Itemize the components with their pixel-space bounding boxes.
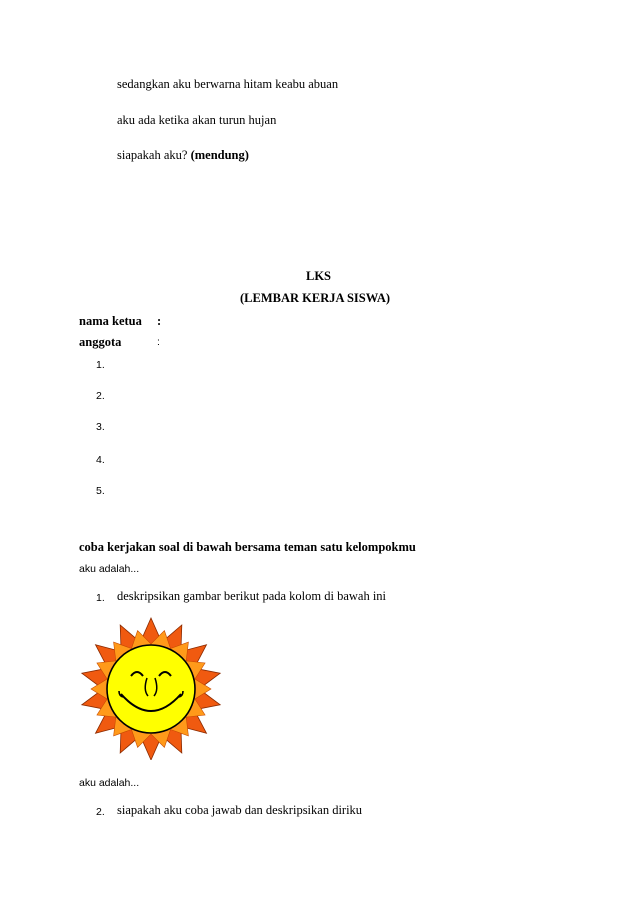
aku-adalah-text: aku adalah... <box>79 563 140 575</box>
instruction-heading: coba kerjakan soal di bawah bersama teman satu kelompokmu <box>79 540 416 554</box>
member-number: 2. <box>96 390 105 402</box>
member-number: 5. <box>96 485 105 497</box>
question-2-number: 2. <box>96 806 105 818</box>
question-1-text: deskripsikan gambar berikut pada kolom di bawah ini <box>117 589 387 603</box>
member-number: 4. <box>96 454 105 466</box>
leader-colon: : <box>157 314 162 328</box>
riddle-line-3 <box>117 149 249 162</box>
worksheet-title: LKS <box>306 269 332 283</box>
riddle-answer: (mendung) <box>190 148 249 162</box>
worksheet-subtitle: (LEMBAR KERJA SISWA) <box>240 291 391 305</box>
member-number: 1. <box>96 359 105 371</box>
question-1-number: 1. <box>96 592 105 604</box>
riddle-line-2: aku ada ketika akan turun hujan <box>117 113 277 127</box>
member-number: 3. <box>96 421 105 433</box>
aku-adalah-text-2: aku adalah... <box>79 777 140 789</box>
members-label: anggota <box>79 335 122 349</box>
smiling-sun-icon <box>79 616 223 760</box>
sun-face <box>107 645 195 733</box>
riddle-line-1: sedangkan aku berwarna hitam keabu abuan <box>117 77 339 91</box>
leader-label: nama ketua <box>79 314 142 328</box>
riddle-question: siapakah aku? <box>117 148 188 162</box>
members-colon: : <box>157 336 160 348</box>
question-2-text: siapakah aku coba jawab dan deskripsikan diriku <box>117 803 363 817</box>
